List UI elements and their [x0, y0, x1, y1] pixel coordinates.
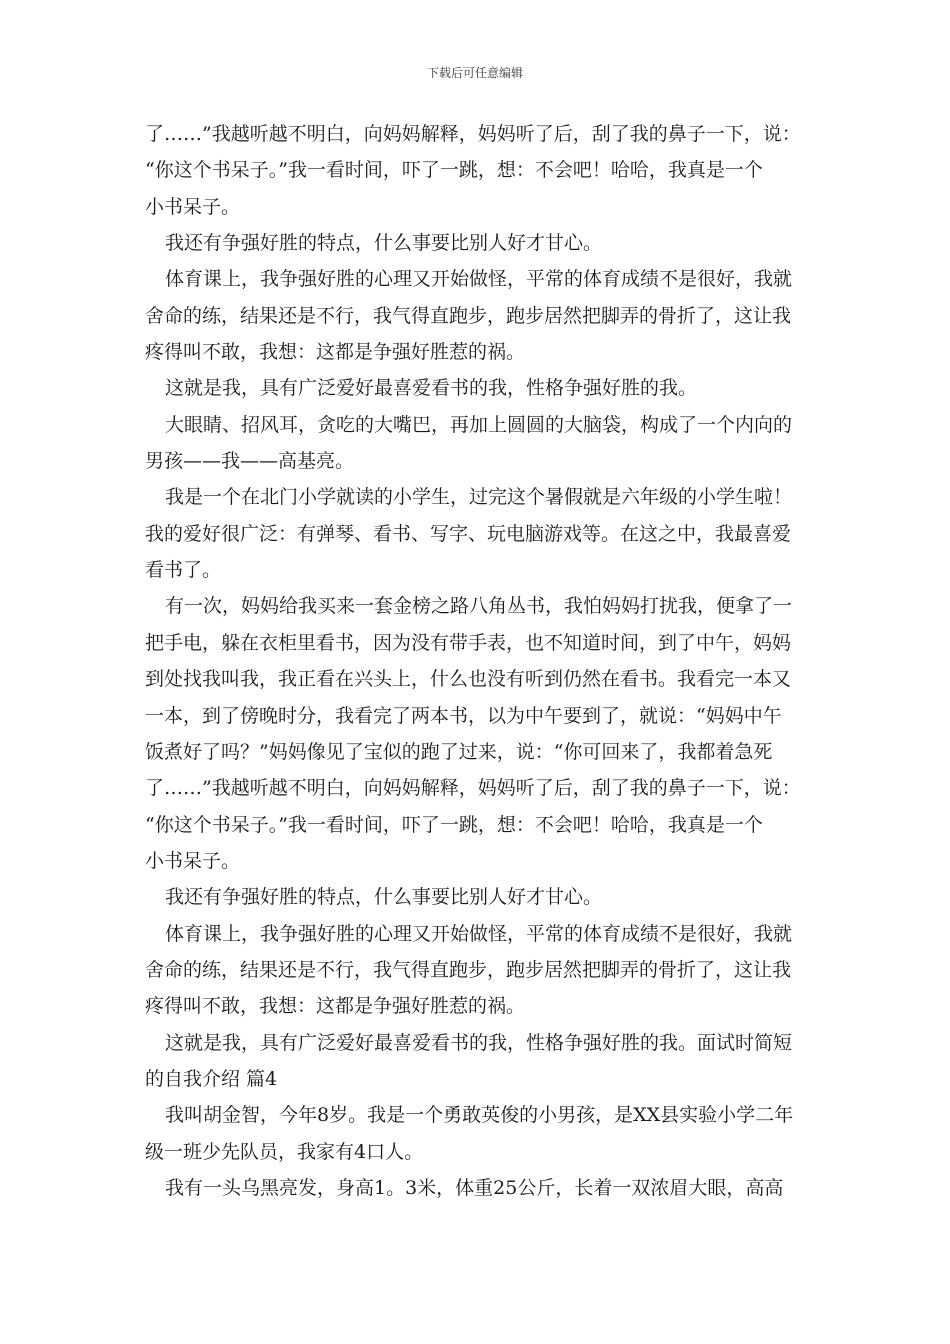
text-line: 有一次，妈妈给我买来一套金榜之路八角丛书，我怕妈妈打扰我，便拿了一: [165, 595, 793, 618]
text-line: “你这个书呆子。”我一看时间，吓了一跳，想：不会吧！哈哈，我真是一个: [145, 813, 763, 836]
text-line: 我叫胡金智，今年8岁。我是一个勇敢英俊的小男孩，是XX县实验小学二年: [165, 1104, 794, 1127]
document-body: [145, 116, 807, 1206]
text-line: 这就是我，具有广泛爱好最喜爱看书的我，性格争强好胜的我。: [165, 377, 698, 400]
text-line: 小书呆子。: [145, 849, 241, 872]
text-line: 我的爱好很广泛：有弹琴、看书、写字、玩电脑游戏等。在这之中，我最喜爱: [145, 522, 792, 545]
text-line: 到处找我叫我，我正看在兴头上，什么也没有听到仍然在看书。我看完一本又: [145, 668, 792, 691]
page-header: 下载后可任意编辑: [426, 66, 523, 80]
text-line: 舍命的练，结果还是不行，我气得直跑步，跑步居然把脚弄的骨折了，这让我: [145, 304, 792, 327]
text-line: 的自我介绍 篇4: [145, 1067, 278, 1090]
text-line: “你这个书呆子。”我一看时间，吓了一跳，想：不会吧！哈哈，我真是一个: [145, 159, 763, 182]
text-line: 疼得叫不敢，我想：这都是争强好胜惹的祸。: [145, 341, 526, 364]
text-line: 一本，到了傍晚时分，我看完了两本书，以为中午要到了，就说：“妈妈中午: [145, 704, 782, 727]
text-line: 我还有争强好胜的特点，什么事要比别人好才甘心。: [165, 232, 603, 255]
text-line: 小书呆子。: [145, 195, 241, 218]
text-line: 舍命的练，结果还是不行，我气得直跑步，跑步居然把脚弄的骨折了，这让我: [145, 958, 792, 981]
text-line: 大眼睛、招风耳，贪吃的大嘴巴，再加上圆圆的大脑袋，构成了一个内向的: [165, 413, 793, 436]
text-line: 我是一个在北门小学就读的小学生，过完这个暑假就是六年级的小学生啦！: [165, 486, 793, 509]
text-line: 级一班少先队员，我家有4口人。: [145, 1140, 424, 1163]
text-line: 这就是我，具有广泛爱好最喜爱看书的我，性格争强好胜的我。面试时简短: [165, 1031, 793, 1054]
text-line: 看书了。: [145, 559, 222, 582]
text-line: 体育课上，我争强好胜的心理又开始做怪，平常的体育成绩不是很好，我就: [165, 922, 793, 945]
text-line: 疼得叫不敢，我想：这都是争强好胜惹的祸。: [145, 995, 526, 1018]
text-line: 了……”我越听越不明白，向妈妈解释，妈妈听了后，刮了我的鼻子一下，说：: [145, 123, 801, 145]
text-line: 饭煮好了吗？”妈妈像见了宝似的跑了过来，说：“你可回来了，我都着急死: [145, 740, 773, 763]
text-line: 我还有争强好胜的特点，什么事要比别人好才甘心。: [165, 886, 603, 909]
text-line: 男孩——我——高基亮。: [145, 450, 355, 473]
text-line: 了……”我越听越不明白，向妈妈解释，妈妈听了后，刮了我的鼻子一下，说：: [145, 777, 801, 800]
text-line: 体育课上，我争强好胜的心理又开始做怪，平常的体育成绩不是很好，我就: [165, 268, 793, 291]
text-line: 我有一头乌黑亮发，身高1。3米，体重25公斤，长着一双浓眉大眼，高高: [165, 1176, 784, 1199]
text-line: 把手电，躲在衣柜里看书，因为没有带手表，也不知道时间，到了中午，妈妈: [145, 631, 792, 654]
